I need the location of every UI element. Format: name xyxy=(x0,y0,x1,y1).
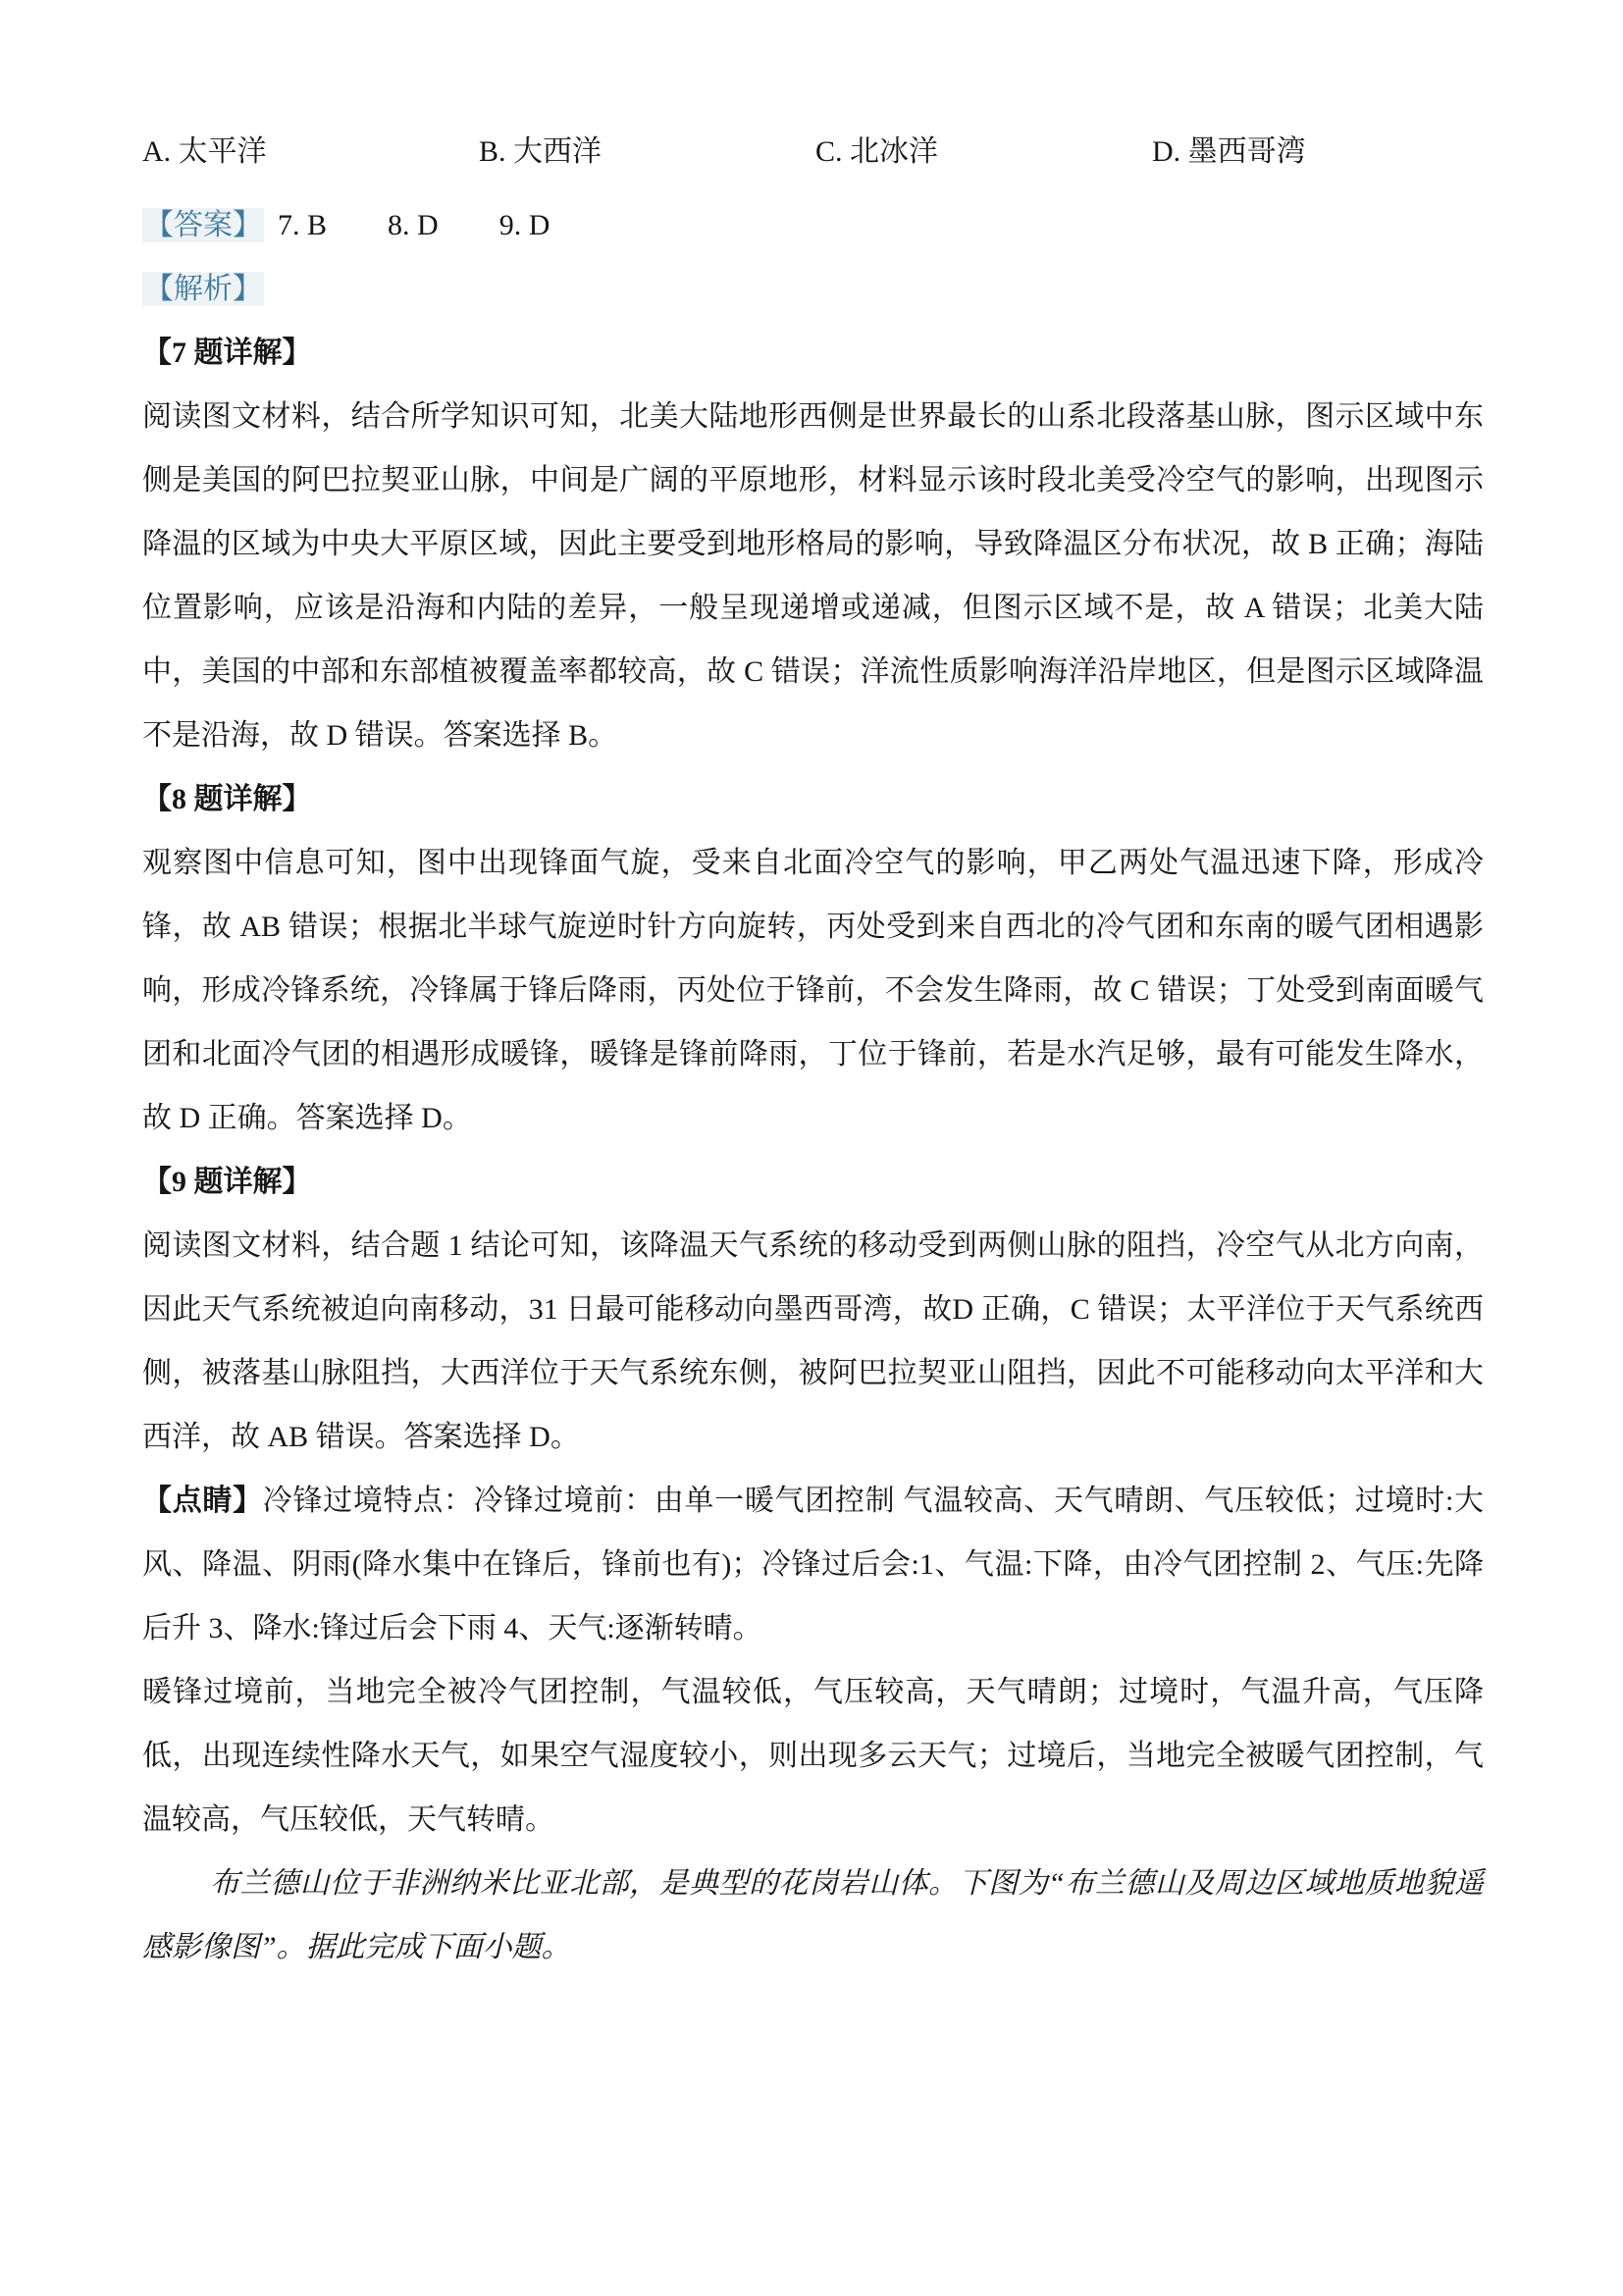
answer-q9: 9. D xyxy=(498,209,550,241)
analysis-row xyxy=(142,257,1484,321)
answer-row xyxy=(142,193,1484,257)
tip-text: 冷锋过境特点：冷锋过境前：由单一暖气团控制 气温较高、天气晴朗、气压较低；过境时:大风、降温、阴雨(降水集中在锋后，锋前也有)；冷锋过后会:1、气温:下降，由冷气团控制 2、气压:先降后升 3、降水:锋过后会下雨 4、天气:逐渐转晴。 xyxy=(142,1485,1485,1644)
options-row xyxy=(142,120,1484,183)
answer-q8: 8. D xyxy=(388,209,439,241)
warm-front-paragraph: 暖锋过境前，当地完全被冷气团控制，气温较低，气压较高，天气晴朗；过境时，气温升高，气压降低，出现连续性降水天气，如果空气湿度较小，则出现多云天气；过境后，当地完全被暖气团控制，气温较高，气压较低，天气转晴。 xyxy=(142,1676,1484,1836)
material-paragraph: 布兰德山位于非洲纳米比亚北部，是典型的花岗岩山体。下图为“布兰德山及周边区域地质地貌遥感影像图”。据此完成下面小题。 xyxy=(142,1867,1484,1963)
tip-label: 【点睛】 xyxy=(142,1485,263,1517)
explanation-q8: 观察图中信息可知，图中出现锋面气旋，受来自北面冷空气的影响，甲乙两处气温迅速下降，形成冷锋，故 AB 错误；根据北半球气旋逆时针方向旋转，丙处受到来自西北的冷气团和东南的暖气团相遇影响，形成冷锋系统，冷锋属于锋后降雨，丙处位于锋前，不会发生降雨，故 C 错误；丁处受到南面暖气团和北面冷气团的相遇形成暖锋，暖锋是锋前降雨，丁位于锋前，若是水汽足够，最有可能发生降水，故 D 正确。答案选择 D。 xyxy=(142,847,1484,1134)
explanation-q7: 阅读图文材料，结合所学知识可知，北美大陆地形西侧是世界最长的山系北段落基山脉，图示区域中东侧是美国的阿巴拉契亚山脉，中间是广阔的平原地形，材料显示该时段北美受冷空气的影响，出现图示降温的区域为中央大平原区域，因此主要受到地形格局的影响，导致降温区分布状况，故 B 正确；海陆位置影响，应该是沿海和内陆的差异，一般呈现递增或递减，但图示区域不是，故 A 错误；北美大陆中，美国的中部和东部植被覆盖率都较高，故 C 错误；洋流性质影响海洋沿岸地区，但是图示区域降温不是沿海，故 D 错误。答案选择 B。 xyxy=(142,400,1484,752)
option-b: B. 大西洋 xyxy=(479,135,602,168)
answer-q7: 7. B xyxy=(278,209,328,241)
option-c: C. 北冰洋 xyxy=(815,135,939,168)
option-a: A. 太平洋 xyxy=(142,135,267,168)
option-d: D. 墨西哥湾 xyxy=(1152,135,1306,168)
answer-label: 【答案】 xyxy=(144,209,262,241)
explanation-q9: 阅读图文材料，结合题 1 结论可知，该降温天气系统的移动受到两侧山脉的阻挡，冷空气从北方向南，因此天气系统被迫向南移动，31 日最可能移动向墨西哥湾，故D 正确，C 错误；太平洋位于天气系统西侧，被落基山脉阻挡，大西洋位于天气系统东侧，被阿巴拉契亚山阻挡，因此不可能移动向太平洋和大西洋，故 AB 错误。答案选择 D。 xyxy=(142,1229,1484,1453)
heading-q9: 【9 题详解】 xyxy=(142,1166,312,1198)
analysis-label: 【解析】 xyxy=(144,273,262,305)
tip-paragraph xyxy=(142,1469,1484,1660)
heading-q7: 【7 题详解】 xyxy=(142,337,312,369)
heading-q8: 【8 题详解】 xyxy=(142,783,312,815)
